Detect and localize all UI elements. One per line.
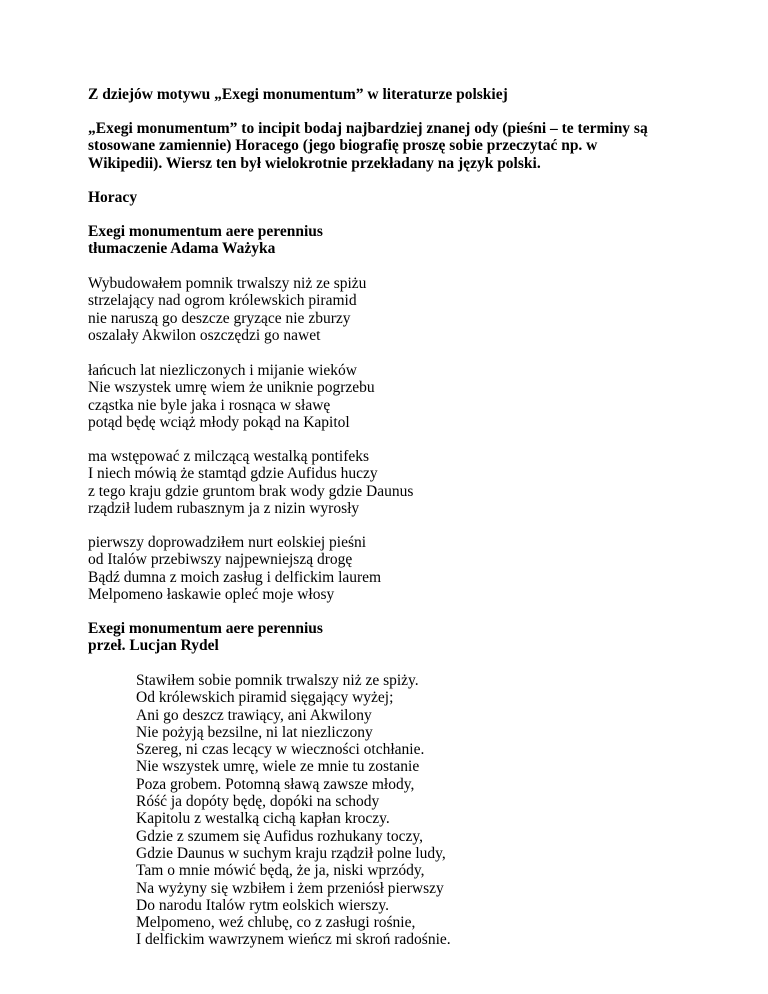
poem-line: Stawiłem sobie pomnik trwalszy niż ze spiży. bbox=[136, 672, 419, 689]
poem-line: Szereg, ni czas lecący w wieczności otchłanie. bbox=[136, 741, 425, 759]
author-heading-text: Horacy bbox=[88, 189, 138, 206]
poem-line: Ani go deszcz trawiący, ani Akwilony bbox=[136, 706, 372, 724]
poem-line: I delfickim wawrzynem wieńcz mi skroń radośnie. bbox=[136, 931, 451, 949]
poem-line: oszalały Akwilon oszczędzi go nawet bbox=[88, 326, 321, 344]
translation2-title: Exegi monumentum aere perennius bbox=[88, 620, 323, 637]
intro-line: stosowane zamiennie) Horacego (jego biografię proszę sobie przeczytać np. w bbox=[88, 137, 598, 155]
poem-line: Nie wszystek umrę wiem że uniknie pogrzebu bbox=[88, 379, 375, 397]
poem-line: Gdzie z szumem się Aufidus rozhukany toczy, bbox=[136, 827, 423, 845]
poem-line: I niech mówią że stamtąd gdzie Aufidus huczy bbox=[88, 465, 378, 483]
poem-line: cząstka nie byle jaka i rosnąca w sławę bbox=[88, 396, 331, 414]
poem-line: Od królewskich piramid sięgający wyżej; bbox=[136, 689, 394, 707]
poem-line: strzelający nad ogrom królewskich piramid bbox=[88, 292, 357, 310]
poem-line: Tam o mnie mówić będą, że ja, niski wprzódy, bbox=[136, 862, 425, 880]
intro-line: „Exegi monumentum” to incipit bodaj najbardziej znanej ody (pieśni – te terminy są bbox=[88, 120, 648, 137]
poem-line: z tego kraju gdzie gruntom brak wody gdzie Daunus bbox=[88, 482, 414, 500]
poem-line: Róść ja dopóty będę, dopóki na schody bbox=[136, 793, 380, 811]
stanza bbox=[88, 448, 708, 517]
poem-line: rządził ludem rubasznym ja z nizin wyrosły bbox=[88, 499, 360, 517]
poem-line: Nie pożyją bezsilne, ni lat niezliczony bbox=[136, 723, 373, 741]
poem-line: Bądź dumna z moich zasług i delfickim laurem bbox=[88, 568, 382, 586]
stanza bbox=[88, 275, 708, 344]
intro-paragraph bbox=[88, 120, 708, 172]
poem-line: Wybudowałem pomnik trwalszy niż ze spiżu bbox=[88, 275, 367, 292]
poem-line: łańcuch lat niezliczonych i mijanie wieków bbox=[88, 362, 357, 379]
translation2-poem bbox=[136, 672, 708, 949]
poem-line: Nie wszystek umrę, wiele ze mnie tu zostanie bbox=[136, 758, 420, 776]
translation1-translator: tłumaczenie Adama Ważyka bbox=[88, 240, 276, 258]
poem-line: Do narodu Italów rytm eolskich wierszy. bbox=[136, 896, 389, 914]
poem-line: Na wyżyny się wzbiłem i żem przeniósł pierwszy bbox=[136, 879, 444, 897]
document-title bbox=[88, 86, 708, 103]
poem-line: pierwszy doprowadziłem nurt eolskiej pieśni bbox=[88, 534, 367, 551]
translation2-translator: przeł. Lucjan Rydel bbox=[88, 637, 219, 655]
translation1-title: Exegi monumentum aere perennius bbox=[88, 223, 323, 240]
poem-line: nie naruszą go deszcze gryzące nie zburzy bbox=[88, 309, 351, 327]
author-heading bbox=[88, 189, 708, 206]
stanza bbox=[88, 362, 708, 431]
poem-line: potąd będę wciąż młody pokąd na Kapitol bbox=[88, 413, 350, 431]
translation2-heading bbox=[88, 620, 708, 655]
poem-line: od Italów przebiwszy najpewniejszą drogę bbox=[88, 551, 353, 569]
poem-line: Gdzie Daunus w suchym kraju rządził polne ludy, bbox=[136, 844, 446, 862]
stanza bbox=[88, 534, 708, 603]
poem-line: Kapitolu z westalką cichą kapłan kroczy. bbox=[136, 810, 390, 828]
poem-line: Melpomeno łaskawie opleć moje włosy bbox=[88, 585, 335, 603]
document-title-text: Z dziejów motywu „Exegi monumentum” w literaturze polskiej bbox=[88, 86, 508, 103]
translation1-heading bbox=[88, 223, 708, 258]
intro-line: Wikipedii). Wiersz ten był wielokrotnie przekładany na język polski. bbox=[88, 154, 541, 172]
poem-line: Poza grobem. Potomną sławą zawsze młody, bbox=[136, 775, 415, 793]
poem-line: ma wstępować z milczącą westalką pontifeks bbox=[88, 448, 370, 465]
poem-line: Melpomeno, weź chlubę, co z zasługi rośnie, bbox=[136, 914, 416, 932]
